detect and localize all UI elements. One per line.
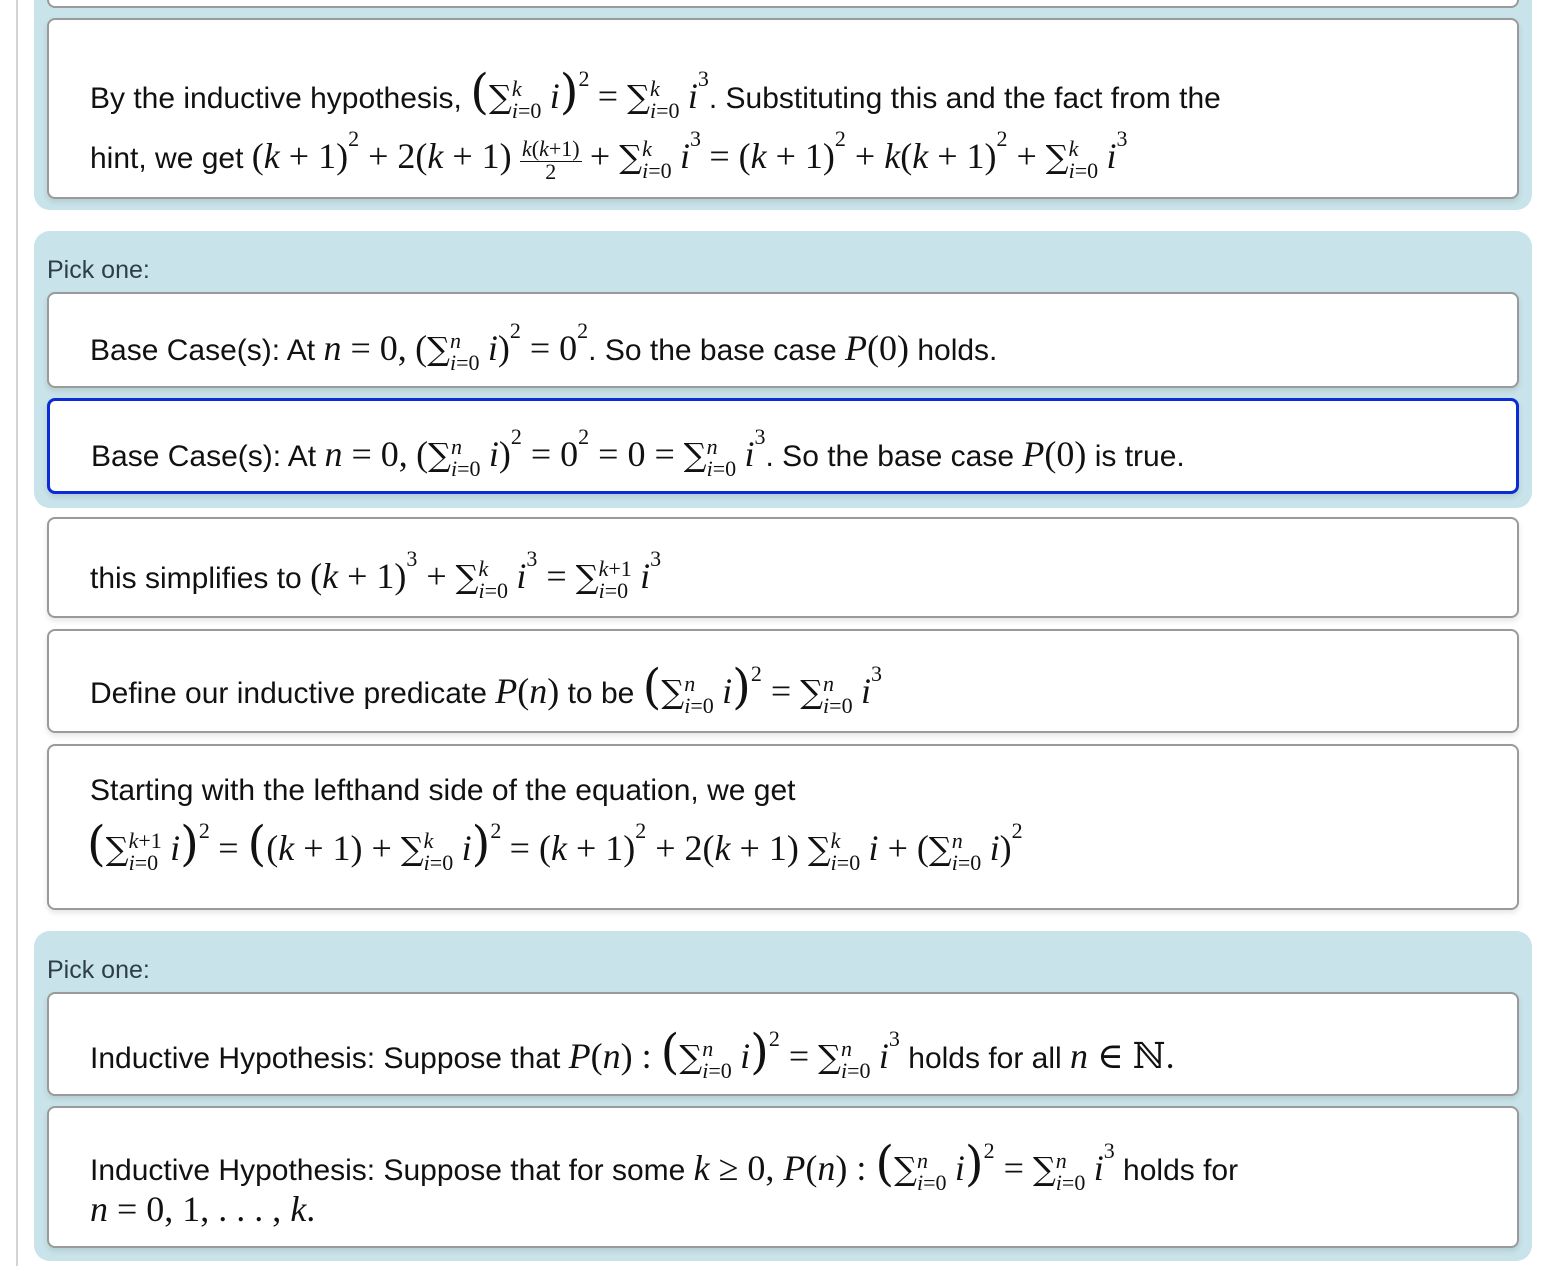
text: to be	[567, 677, 635, 710]
card-line-2: n = 0, 1, . . . , k.	[90, 1189, 316, 1229]
text: Base Case(s): At	[91, 440, 317, 473]
left-rule	[16, 0, 18, 1266]
text: Inductive Hypothesis: Suppose that for some	[90, 1154, 686, 1187]
text: Define our inductive predicate	[90, 677, 487, 710]
text: By the inductive hypothesis,	[90, 82, 462, 115]
card-lefthand[interactable]	[47, 744, 1519, 910]
text: this simplifies to	[90, 562, 302, 595]
text: holds for all	[908, 1042, 1062, 1075]
card-line: Define our inductive predicate P(n) to be (∑ n i=0 i)$^2$ = ∑ n i=0 $i^3$	[90, 659, 882, 719]
text: is true.	[1094, 440, 1185, 473]
card-base-case-b-selected[interactable]	[47, 398, 1519, 494]
text: . So the base case	[588, 334, 837, 367]
text: holds for	[1123, 1154, 1239, 1187]
card-inductive-hypothesis-b[interactable]	[47, 1106, 1519, 1248]
card-line-1: By the inductive hypothesis, (∑ k i=0 i)$^2$ = ∑ k i=0 $i^3$. Substituting this and the fact from the	[90, 64, 1221, 124]
text: holds.	[917, 334, 998, 367]
card-inductive-step-substitution[interactable]	[47, 18, 1519, 199]
group-label: Pick one:	[47, 956, 150, 984]
text: . Substituting this and the fact from the	[708, 82, 1221, 115]
text: Inductive Hypothesis: Suppose that	[90, 1042, 561, 1075]
card-line: Inductive Hypothesis: Suppose that P(n) : (∑ n i=0 i)$^2$ = ∑ n i=0 $i^3$ holds for all n ∈ ℕ.	[90, 1024, 1175, 1084]
text: hint, we get	[90, 142, 244, 175]
card-line: this simplifies to $(k + 1)^3$ + ∑ k i=0 $i^3$ = ∑ k+1 i=0 $i^3$	[90, 546, 662, 604]
card-line-1: Starting with the lefthand side of the equation, we get	[90, 774, 796, 807]
card-line: Base Case(s): At n = 0, (∑ n i=0 $i)^2 = 0^2 = 0$ = ∑ n i=0 $i^3$. So the base case P(0) is true.	[91, 424, 1185, 482]
card-line-1: Inductive Hypothesis: Suppose that for some k ≥ 0, P(n) : (∑ n i=0 i)$^2$ = ∑ n i=0 $i^3$ holds for	[90, 1136, 1239, 1196]
card-line-2: (∑ k+1 i=0 i)$^2$ = ((k + 1) + ∑ k i=0 $i)^2 = (k + 1)^2 + 2(k + 1)$ ∑ k i=0 i + (∑ n i=0 i)$^2$	[87, 816, 1023, 876]
text: Base Case(s): At	[90, 334, 316, 367]
card-predicate[interactable]	[47, 629, 1519, 733]
card-line: Base Case(s): At n = 0, (∑ n i=0 $i)^2 = 0^2$. So the base case P(0) holds.	[90, 318, 998, 376]
card-line-2: hint, we get $(k + 1)^2 + 2(k + 1) \frac{k(k+1)}{2}$ + ∑ k i=0 $i^3 = (k + 1)^2 + k(k + 1)^2$ + ∑ k i=0 $i^3$	[90, 126, 1128, 185]
card-base-case-a[interactable]	[47, 292, 1519, 388]
card-simplifies[interactable]	[47, 517, 1519, 618]
text: . So the base case	[765, 440, 1015, 473]
partial-card-top[interactable]	[47, 0, 1519, 8]
card-inductive-hypothesis-a[interactable]	[47, 992, 1519, 1096]
group-label: Pick one:	[47, 256, 150, 284]
